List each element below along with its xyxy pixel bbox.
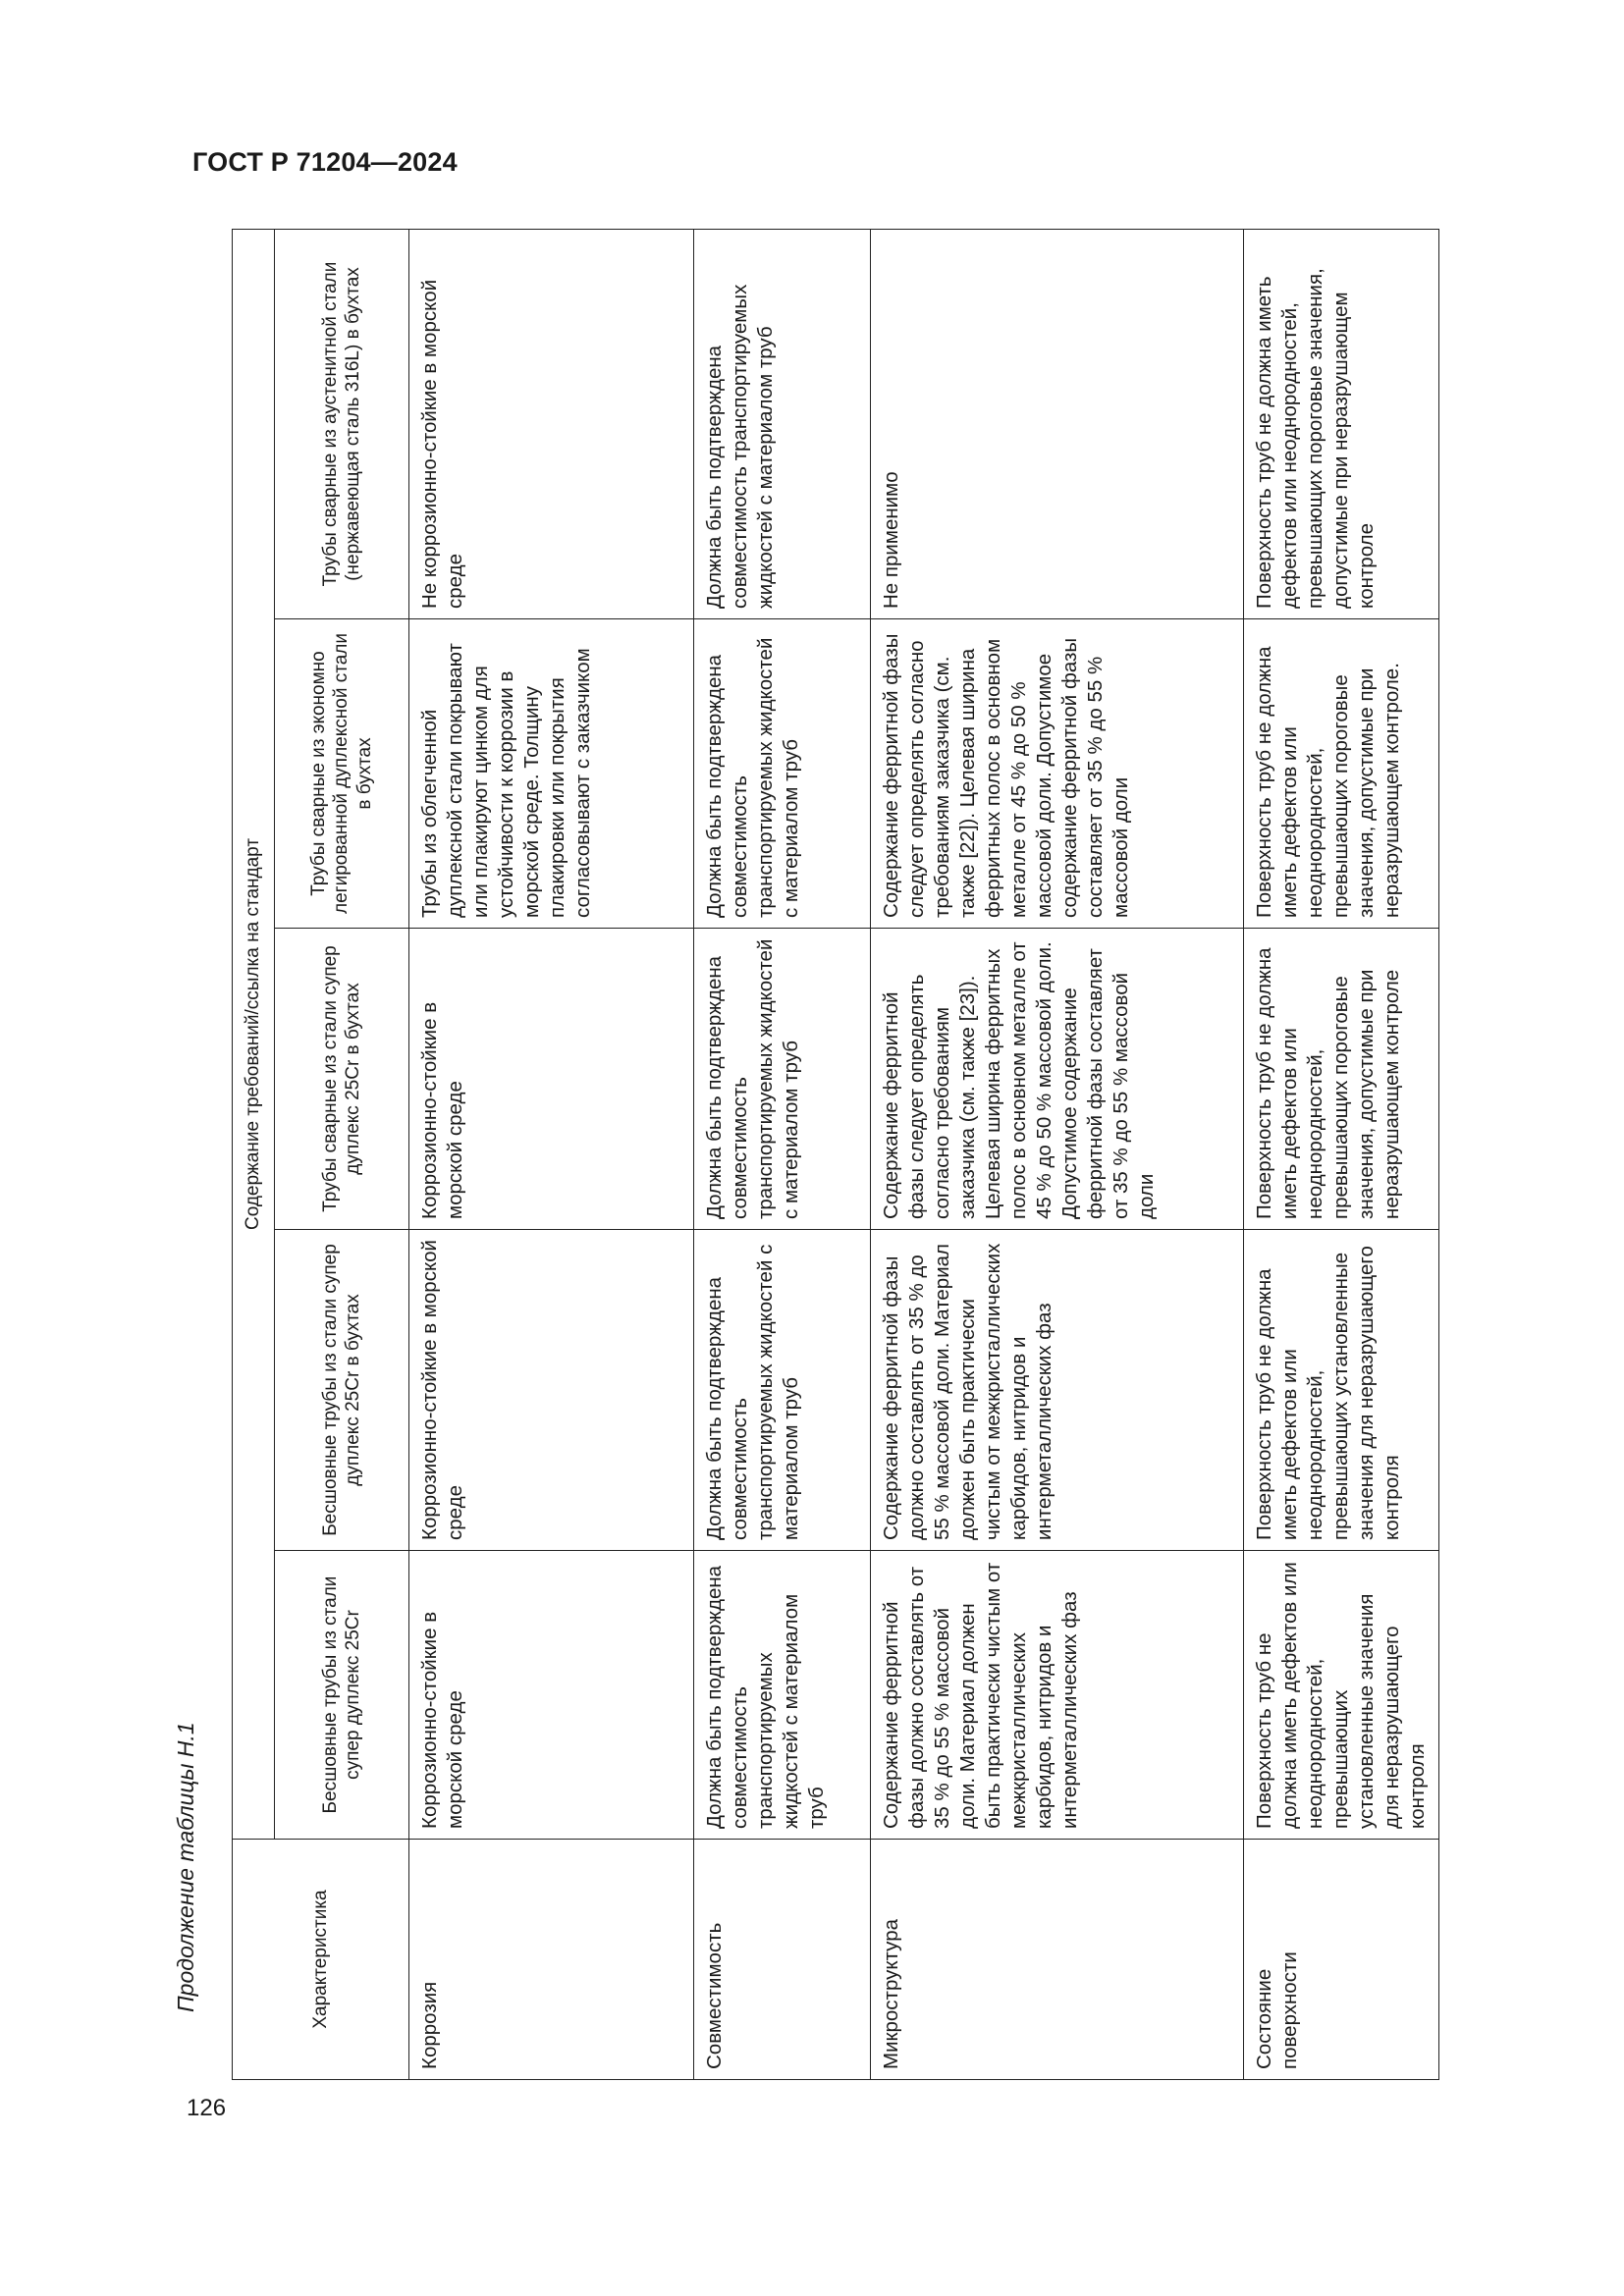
table-row-surface bbox=[1244, 230, 1439, 2080]
table-continuation-caption: Продолжение таблицы Н.1 bbox=[173, 1722, 198, 2012]
document-header: ГОСТ Р 71204—2024 bbox=[192, 147, 458, 177]
table-cell: Не коррозионно-стойкие в морской среде bbox=[409, 230, 694, 619]
table-cell: Коррозионно-стойкие в морской среде bbox=[409, 929, 694, 1230]
table-cell: Содержание ферритной фазы следует определять согласно требованиям заказчика (см. также [22]). Целевая ширина ферритных полос в основном металле от 45 % до 50 % массовой доли. Допустимое содержание ферритной фазы составляет от 35 % до 55 % массовой доли bbox=[871, 619, 1244, 929]
column-header-seamless-25cr: Бесшовные трубы из стали супер дуплекс 25Cr bbox=[275, 1551, 409, 1840]
table-cell: Коррозионно-стойкие в морской среде bbox=[409, 1230, 694, 1551]
requirements-group-header: Содержание требований/ссылка на стандарт bbox=[233, 230, 275, 1840]
table-cell: Должна быть подтверждена совместимость транспортируемых жидкостей с материалом труб bbox=[694, 619, 871, 929]
table-cell: Поверхность труб не должна иметь дефектов или неоднородностей, превышающих установленные значения для неразрушающего контроля bbox=[1244, 1230, 1439, 1551]
table-cell: Должна быть подтверждена совместимость транспортируемых жидкостей с материалом труб bbox=[694, 230, 871, 619]
table-cell: Трубы из облегченной дуплексной стали покрывают или плакируют цинком для устойчивости к коррозии в морской среде. Толщину плакировки или покрытия согласовывают с заказчиком bbox=[409, 619, 694, 929]
table-cell: Содержание ферритной фазы должно составлять от 35 % до 55 % массовой доли. Материал должен быть практически чистым от межкристаллических карбидов, нитридов и интерметаллических фаз bbox=[871, 1230, 1244, 1551]
requirements-table bbox=[232, 229, 1439, 2080]
column-header-seamless-25cr-coil: Бесшовные трубы из стали супер дуплекс 25Cr в бухтах bbox=[275, 1230, 409, 1551]
table-row-corrosion bbox=[409, 230, 694, 2080]
rotated-table-container bbox=[232, 230, 1435, 2080]
row-characteristic: Состояние поверхности bbox=[1244, 1840, 1439, 2080]
table-cell: Содержание ферритной фазы должно составлять от 35 % до 55 % массовой доли. Материал должен быть практически чистым от межкристаллических карбидов, нитридов и интерметаллических фаз bbox=[871, 1551, 1244, 1840]
row-characteristic: Совместимость bbox=[694, 1840, 871, 2080]
table-cell: Поверхность труб не должна иметь дефектов или неоднородностей, превышающих пороговые значения, допустимые при неразрушающем контроле bbox=[1244, 929, 1439, 1230]
table-cell: Поверхность труб не должна иметь дефектов или неоднородностей, превышающих пороговые значения, допустимые при неразрушающем контроле. bbox=[1244, 619, 1439, 929]
table-row-compatibility bbox=[694, 230, 871, 2080]
table-cell: Коррозионно-стойкие в морской среде bbox=[409, 1551, 694, 1840]
table-row-microstructure bbox=[871, 230, 1244, 2080]
column-header-welded-316l-coil: Трубы сварные из аустенитной стали (нержавеющая сталь 316L) в бухтах bbox=[275, 230, 409, 619]
table-cell: Должна быть подтверждена совместимость транспортируемых жидкостей с материалом труб bbox=[694, 1230, 871, 1551]
table-cell: Не применимо bbox=[871, 230, 1244, 619]
table-cell: Должна быть подтверждена совместимость транспортируемых жидкостей с материалом труб bbox=[694, 1551, 871, 1840]
table-cell: Должна быть подтверждена совместимость транспортируемых жидкостей с материалом труб bbox=[694, 929, 871, 1230]
table-cell: Поверхность труб не должна иметь дефектов или неоднородностей, превышающих установленные значения для неразрушающего контроля bbox=[1244, 1551, 1439, 1840]
column-header-welded-25cr-coil: Трубы сварные из стали супер дуплекс 25Cr в бухтах bbox=[275, 929, 409, 1230]
row-characteristic: Микроструктура bbox=[871, 1840, 1244, 2080]
column-header-welded-lean-duplex-coil: Трубы сварные из экономно легированной дуплексной стали в бухтах bbox=[275, 619, 409, 929]
page-number: 126 bbox=[187, 2095, 227, 2121]
characteristic-header: Характеристика bbox=[233, 1840, 409, 2080]
table-cell: Содержание ферритной фазы следует определять согласно требованиям заказчика (см. также [23]). Целевая ширина ферритных полос в основном металле от 45 % до 50 % массовой доли. Допустимое содержание ферритной фазы составляет от 35 % до 55 % массовой доли bbox=[871, 929, 1244, 1230]
table-cell: Поверхность труб не должна иметь дефектов или неоднородностей, превышающих пороговые значения, допустимые при неразрушающем контроле bbox=[1244, 230, 1439, 619]
row-characteristic: Коррозия bbox=[409, 1840, 694, 2080]
